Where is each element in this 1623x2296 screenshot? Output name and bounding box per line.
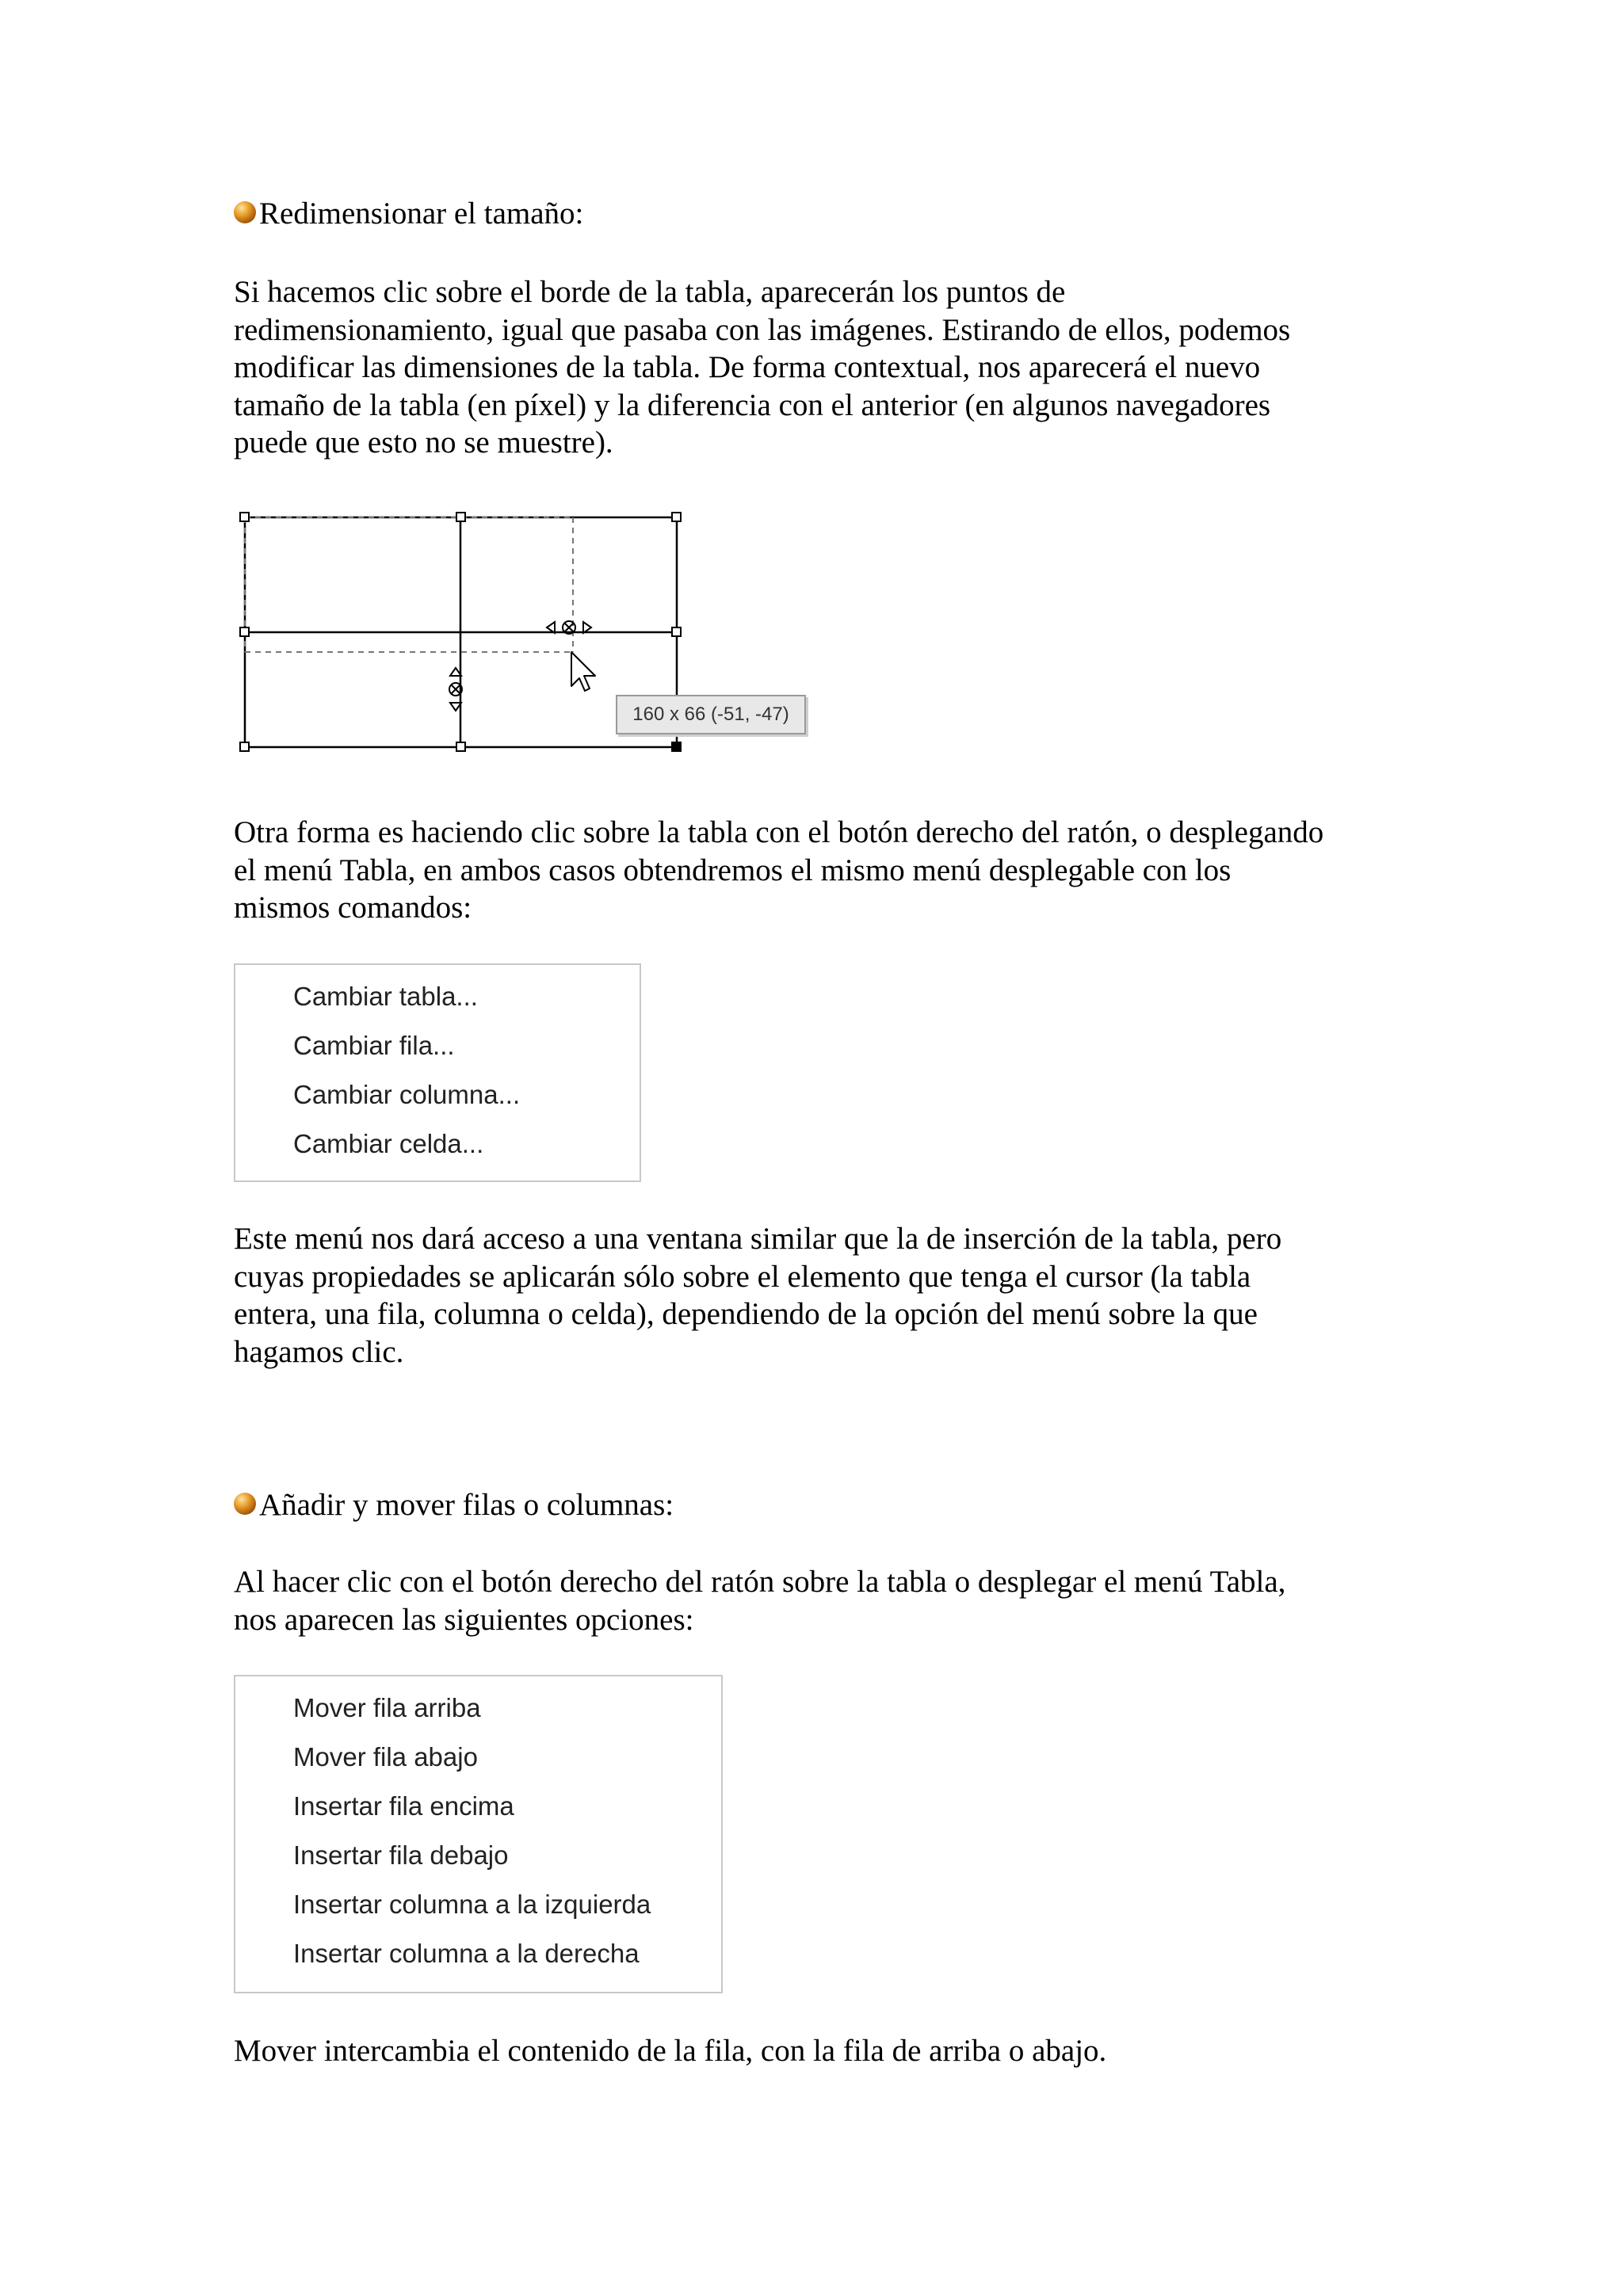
text-line: entera, una fila, columna o celda), dependiendo de la opción del menú sobre la que [234, 1297, 1258, 1331]
bullet-icon [234, 201, 256, 223]
resize-crosshair-icon [547, 621, 591, 634]
menu-item-mover-fila-arriba[interactable]: Mover fila arriba [293, 1693, 481, 1722]
menu-item-mover-fila-abajo[interactable]: Mover fila abajo [293, 1742, 478, 1772]
resize-handle [239, 742, 250, 752]
menu-item-cambiar-celda[interactable]: Cambiar celda... [293, 1129, 484, 1158]
menu-item-insertar-columna-izquierda[interactable]: Insertar columna a la izquierda [293, 1890, 651, 1919]
resize-handle [456, 742, 466, 752]
paragraph-move-explanation [234, 2032, 1423, 2070]
paragraph-context-menu [234, 814, 1423, 927]
text-line: el menú Tabla, en ambos casos obtendremos el mismo menú desplegable con los [234, 852, 1232, 887]
bullet-icon [234, 1493, 256, 1515]
text-line: cuyas propiedades se aplicarán sólo sobre el elemento que tenga el cursor (la tabla [234, 1259, 1251, 1294]
text-line: mismos comandos: [234, 891, 472, 925]
text-line: redimensionamiento, igual que pasaba con las imágenes. Estirando de ellos, podemos [234, 312, 1291, 347]
resize-handle [671, 512, 682, 522]
text-line: nos aparecen las siguientes opciones: [234, 1602, 694, 1637]
menu-item-insertar-columna-derecha[interactable]: Insertar columna a la derecha [293, 1939, 640, 1968]
menu-item-insertar-fila-debajo[interactable]: Insertar fila debajo [293, 1840, 509, 1870]
text-line: modificar las dimensiones de la tabla. De forma contextual, nos aparecerá el nuevo [234, 350, 1261, 384]
section-heading-add-move [234, 1486, 674, 1524]
text-line: Este menú nos dará acceso a una ventana similar que la de inserción de la tabla, pero [234, 1222, 1282, 1256]
table-context-menu [234, 963, 641, 1182]
resize-handle [456, 512, 466, 522]
section-heading-text: Redimensionar el tamaño: [259, 196, 584, 231]
text-line: Otra forma es haciendo clic sobre la tabla con el botón derecho del ratón, o desplegando [234, 815, 1324, 849]
menu-item-cambiar-tabla[interactable]: Cambiar tabla... [293, 982, 478, 1011]
resize-handle [671, 627, 682, 637]
text-line: tamaño de la tabla (en píxel) y la diferencia con el anterior (en algunos navegadores [234, 387, 1271, 422]
table-outline [245, 517, 677, 747]
resize-handle-active [671, 742, 682, 752]
paragraph-add-move-intro [234, 1563, 1423, 1638]
resize-handle [239, 512, 250, 522]
resize-crosshair-vertical-icon [449, 668, 462, 711]
size-tooltip: 160 x 66 (-51, -47) [616, 695, 806, 734]
menu-item-insertar-fila-encima[interactable]: Insertar fila encima [293, 1791, 514, 1821]
menu-item-cambiar-fila[interactable]: Cambiar fila... [293, 1031, 455, 1060]
text-line: Mover intercambia el contenido de la fila, con la fila de arriba o abajo. [234, 2034, 1107, 2068]
menu-item-cambiar-columna[interactable]: Cambiar columna... [293, 1080, 521, 1109]
row-column-context-menu [234, 1675, 723, 1993]
paragraph-menu-explanation [234, 1220, 1423, 1371]
section-heading-resize [234, 195, 583, 233]
section-heading-text: Añadir y mover filas o columnas: [259, 1488, 674, 1522]
text-line: hagamos clic. [234, 1334, 404, 1369]
resize-handle [239, 627, 250, 637]
text-line: puede que esto no se muestre). [234, 425, 613, 460]
text-line: Al hacer clic con el botón derecho del ratón sobre la tabla o desplegar el menú Tabla, [234, 1565, 1286, 1599]
mouse-pointer-icon [571, 652, 595, 691]
text-line: Si hacemos clic sobre el borde de la tabla, aparecerán los puntos de [234, 275, 1066, 309]
paragraph-resize-intro [234, 273, 1423, 462]
